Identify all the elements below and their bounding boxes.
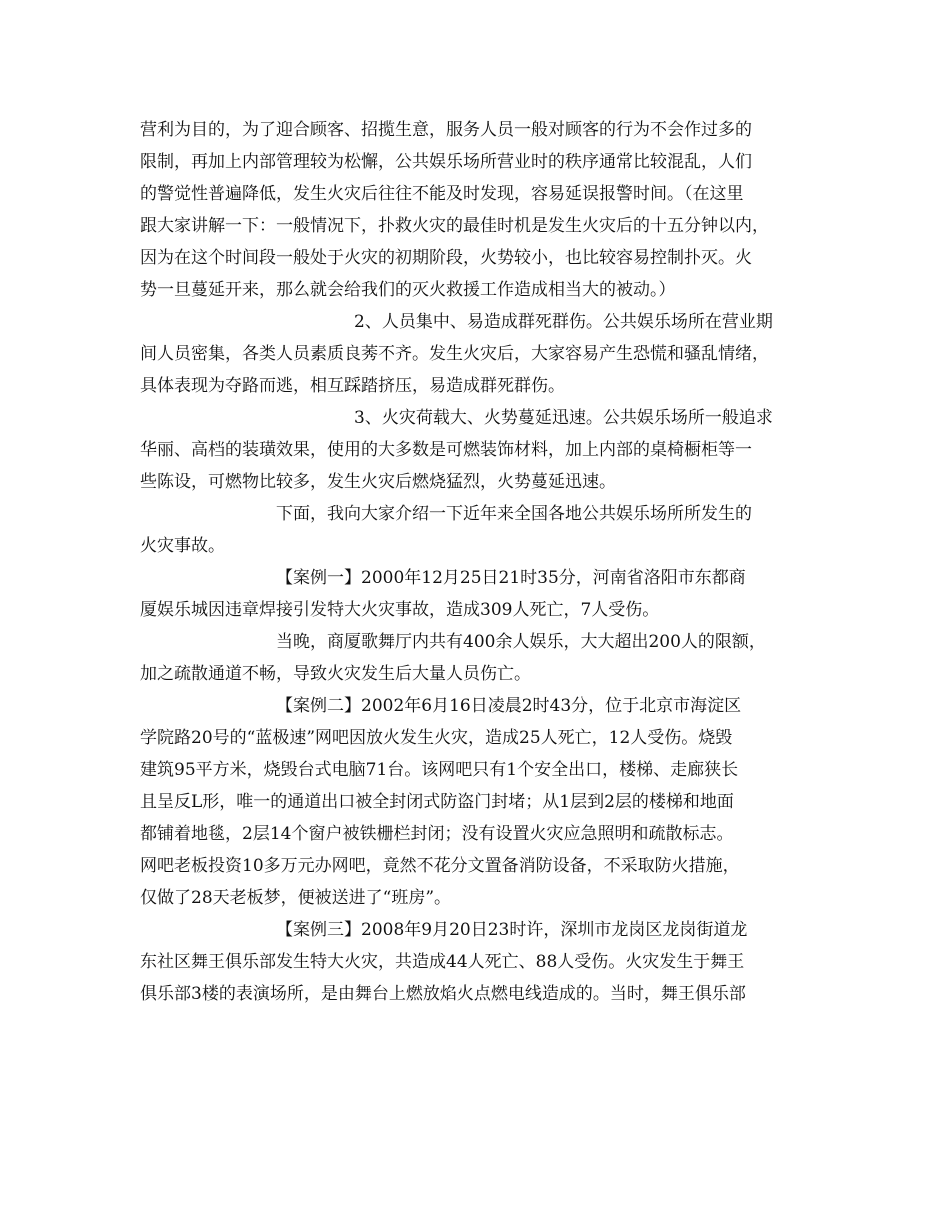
paragraph-case-1-detail xyxy=(140,626,830,690)
text-line: 限制，再加上内部管理较为松懈，公共娱乐场所营业时的秩序通常比较混乱，人们 xyxy=(140,152,752,172)
text-line: 具体表现为夺路而逃，相互踩踏挤压，易造成群死群伤。 xyxy=(140,376,565,396)
text-line: 东社区舞王俱乐部发生特大火灾，共造成44人死亡、88人受伤。火灾发生于舞王 xyxy=(140,952,745,972)
text-line: 都铺着地毯，2层14个窗户被铁栅栏封闭；没有设置火灾应急照明和疏散标志。 xyxy=(140,824,734,844)
text-line: 仅做了28天老板梦，便被送进了“班房”。 xyxy=(140,888,452,908)
text-line: 些陈设，可燃物比较多，发生火灾后燃烧猛烈，火势蔓延迅速。 xyxy=(140,472,616,492)
text-line: 网吧老板投资10多万元办网吧，竟然不花分文置备消防设备，不采取防火措施， xyxy=(140,856,740,876)
text-line: 势一旦蔓延开来，那么就会给我们的灭火救援工作造成相当大的被动。） xyxy=(140,280,676,300)
paragraph-transition xyxy=(140,498,830,562)
text-line: 营利为目的，为了迎合顾客、招揽生意，服务人员一般对顾客的行为不会作过多的 xyxy=(140,120,752,140)
paragraph-point-3 xyxy=(140,402,830,498)
text-line: 跟大家讲解一下：一般情况下，扑救火灾的最佳时机是发生火灾后的十五分钟以内， xyxy=(140,216,769,236)
paragraph-case-1 xyxy=(140,562,830,626)
text-line: 学院路20号的“蓝极速”网吧因放火发生火灾，造成25人死亡，12人受伤。烧毁 xyxy=(140,728,733,748)
text-line: 加之疏散通道不畅，导致火灾发生后大量人员伤亡。 xyxy=(140,664,531,684)
text-line: 因为在这个时间段一般处于火灾的初期阶段，火势较小，也比较容易控制扑灭。火 xyxy=(140,248,752,268)
text-line: 3、火灾荷载大、火势蔓延迅速。公共娱乐场所一般追求 xyxy=(354,408,773,428)
text-line: 【案例三】2008年9月20日23时许，深圳市龙岗区龙岗街道龙 xyxy=(276,920,748,940)
text-line: 华丽、高档的装璜效果，使用的大多数是可燃装饰材料，加上内部的桌椅橱柜等一 xyxy=(140,440,752,460)
text-line: 当晚，商厦歌舞厅内共有400余人娱乐，大大超出200人的限额， xyxy=(276,632,766,652)
text-line: 【案例一】2000年12月25日21时35分，河南省洛阳市东都商 xyxy=(276,568,746,588)
text-line: 建筑95平方米，烧毁台式电脑71台。该网吧只有1个安全出口，楼梯、走廊狭长 xyxy=(140,760,739,780)
text-line: 俱乐部3楼的表演场所，是由舞台上燃放焰火点燃电线造成的。当时，舞王俱乐部 xyxy=(140,984,746,1004)
text-line: 【案例二】2002年6月16日凌晨2时43分，位于北京市海淀区 xyxy=(276,696,742,716)
text-line: 且呈反L形，唯一的通道出口被全封闭式防盗门封堵；从1层到2层的楼梯和地面 xyxy=(140,792,734,812)
paragraph-point-2 xyxy=(140,306,830,402)
text-line: 间人员密集，各类人员素质良莠不齐。发生火灾后，大家容易产生恐慌和骚乱情绪， xyxy=(140,344,769,364)
text-line: 下面，我向大家介绍一下近年来全国各地公共娱乐场所所发生的 xyxy=(276,504,752,524)
paragraph-intro xyxy=(140,114,830,306)
text-line: 火灾事故。 xyxy=(140,536,225,556)
paragraph-case-2 xyxy=(140,690,830,914)
text-line: 厦娱乐城因违章焊接引发特大火灾事故，造成309人死亡，7人受伤。 xyxy=(140,600,660,620)
text-line: 的警觉性普遍降低，发生火灾后往往不能及时发现，容易延误报警时间。（在这里 xyxy=(140,184,744,204)
paragraph-case-3 xyxy=(140,914,830,1010)
text-line: 2、人员集中、易造成群死群伤。公共娱乐场所在营业期 xyxy=(354,312,773,332)
